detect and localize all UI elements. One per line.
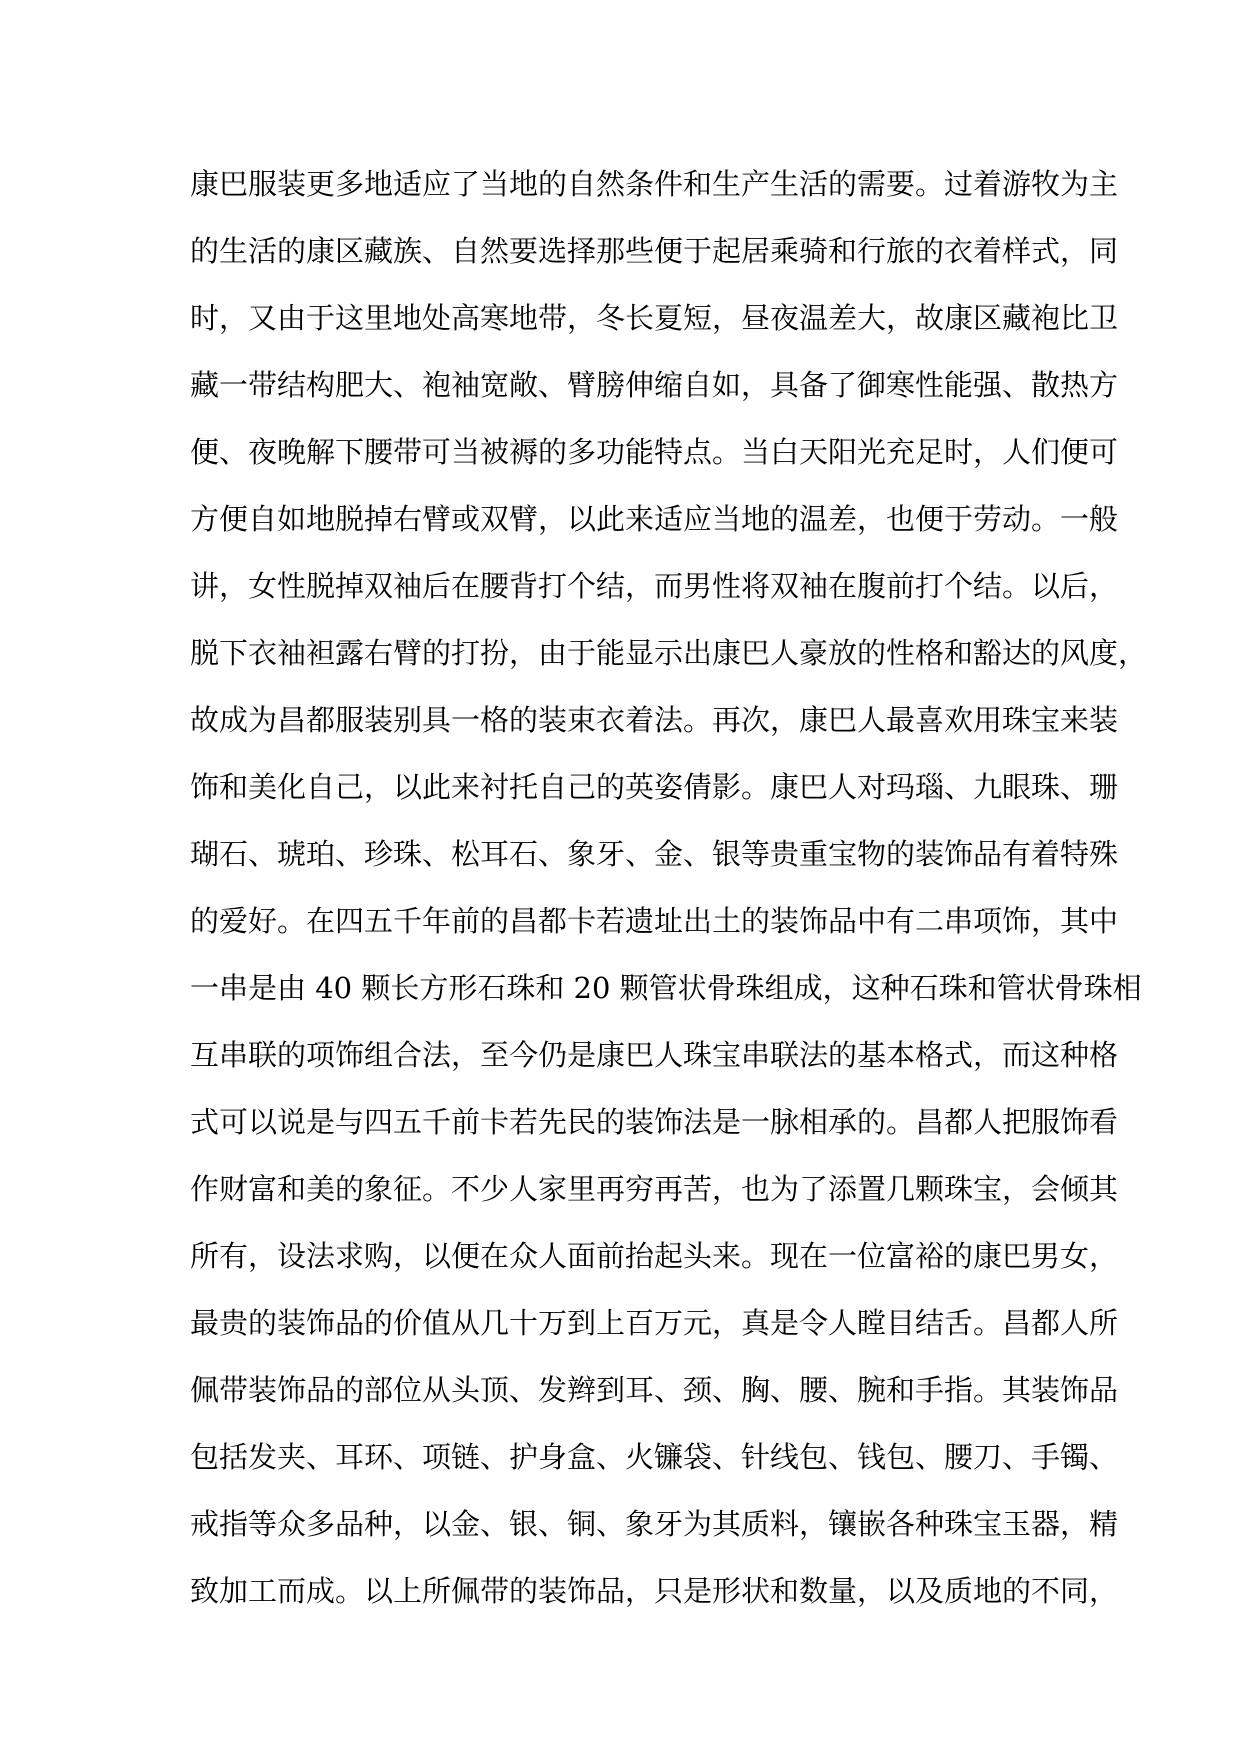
text-line-11: 瑚石、琥珀、珍珠、松耳石、象牙、金、银等贵重宝物的装饰品有着特殊 xyxy=(190,837,1119,871)
text-line-20: 包括发夹、耳环、项链、护身盒、火镰袋、针线包、钱包、腰刀、手镯、 xyxy=(190,1440,1119,1474)
body-text xyxy=(190,158,1148,1632)
text-line-22: 致加工而成。以上所佩带的装饰品，只是形状和数量，以及质地的不同， xyxy=(190,1574,1119,1608)
text-line-15: 式可以说是与四五千前卡若先民的装饰法是一脉相承的。昌都人把服饰看 xyxy=(190,1105,1119,1139)
text-line-19: 佩带装饰品的部位从头顶、发辫到耳、颈、胸、腰、腕和手指。其装饰品 xyxy=(190,1373,1119,1407)
text-line-16: 作财富和美的象征。不少人家里再穷再苦，也为了添置几颗珠宝，会倾其 xyxy=(190,1172,1119,1206)
text-line-7: 讲，女性脱掉双袖后在腰背打个结，而男性将双袖在腹前打个结。以后， xyxy=(190,569,1119,603)
text-line-3: 时，又由于这里地处高寒地带，冬长夏短，昼夜温差大，故康区藏袍比卫 xyxy=(190,301,1119,335)
text-line-4: 藏一带结构肥大、袍袖宽敞、臂膀伸缩自如，具备了御寒性能强、散热方 xyxy=(190,368,1119,402)
text-line-6: 方便自如地脱掉右臂或双臂，以此来适应当地的温差，也便于劳动。一般 xyxy=(190,502,1119,536)
text-line-12: 的爱好。在四五千年前的昌都卡若遗址出土的装饰品中有二串项饰，其中 xyxy=(190,904,1119,938)
text-line-5: 便、夜晚解下腰带可当被褥的多功能特点。当白天阳光充足时，人们便可 xyxy=(190,435,1119,469)
text-line-21: 戒指等众多品种，以金、银、铜、象牙为其质料，镶嵌各种珠宝玉器，精 xyxy=(190,1507,1119,1541)
text-line-14: 互串联的项饰组合法，至今仍是康巴人珠宝串联法的基本格式，而这种格 xyxy=(190,1038,1119,1072)
text-line-8: 脱下衣袖袒露右臂的打扮，由于能显示出康巴人豪放的性格和豁达的风度， xyxy=(190,636,1148,670)
text-line-2: 的生活的康区藏族、自然要选择那些便于起居乘骑和行旅的衣着样式，同 xyxy=(190,234,1119,268)
text-line-1: 康巴服装更多地适应了当地的自然条件和生产生活的需要。过着游牧为主 xyxy=(190,167,1119,201)
text-line-10: 饰和美化自己，以此来衬托自己的英姿倩影。康巴人对玛瑙、九眼珠、珊 xyxy=(190,770,1119,804)
text-line-9: 故成为昌都服装别具一格的装束衣着法。再次，康巴人最喜欢用珠宝来装 xyxy=(190,703,1119,737)
text-line-13: 一串是由 40 颗长方形石珠和 20 颗管状骨珠组成，这种石珠和管状骨珠相 xyxy=(190,971,1142,1005)
text-line-17: 所有，设法求购，以便在众人面前抬起头来。现在一位富裕的康巴男女， xyxy=(190,1239,1119,1273)
text-line-18: 最贵的装饰品的价值从几十万到上百万元，真是令人瞠目结舌。昌都人所 xyxy=(190,1306,1119,1340)
